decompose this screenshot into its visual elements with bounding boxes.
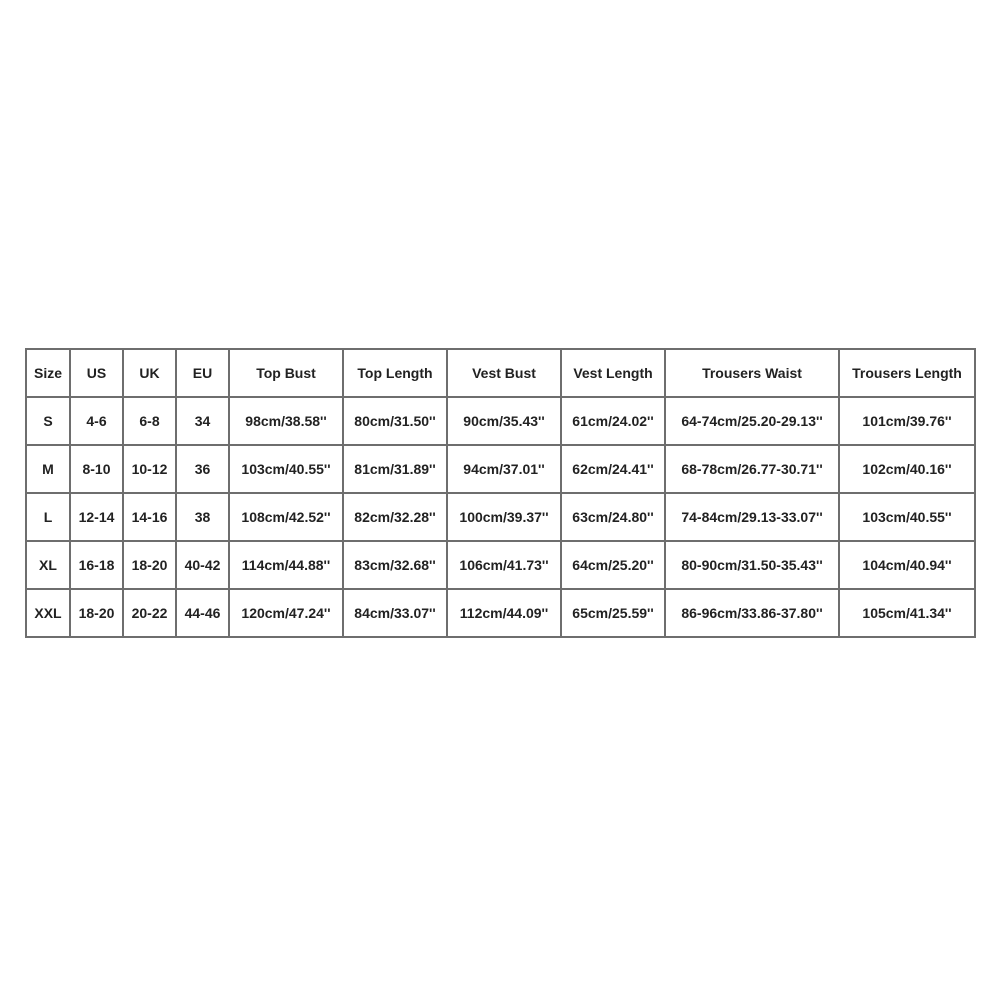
table-row: [26, 493, 975, 541]
table-row: [26, 589, 975, 637]
cell-us: 18-20: [70, 589, 123, 637]
cell-trousers-waist: 74-84cm/29.13-33.07'': [665, 493, 839, 541]
cell-top-length: 81cm/31.89'': [343, 445, 447, 493]
cell-us: 12-14: [70, 493, 123, 541]
header-vest-bust: Vest Bust: [447, 349, 561, 397]
cell-trousers-waist: 80-90cm/31.50-35.43'': [665, 541, 839, 589]
cell-top-length: 83cm/32.68'': [343, 541, 447, 589]
cell-top-bust: 114cm/44.88'': [229, 541, 343, 589]
cell-trousers-length: 103cm/40.55'': [839, 493, 975, 541]
table-row: [26, 445, 975, 493]
cell-eu: 34: [176, 397, 229, 445]
cell-vest-bust: 106cm/41.73'': [447, 541, 561, 589]
header-uk: UK: [123, 349, 176, 397]
cell-vest-bust: 100cm/39.37'': [447, 493, 561, 541]
cell-top-bust: 108cm/42.52'': [229, 493, 343, 541]
cell-uk: 10-12: [123, 445, 176, 493]
cell-us: 4-6: [70, 397, 123, 445]
table-row: [26, 541, 975, 589]
header-top-bust: Top Bust: [229, 349, 343, 397]
header-trousers-waist: Trousers Waist: [665, 349, 839, 397]
cell-trousers-waist: 86-96cm/33.86-37.80'': [665, 589, 839, 637]
cell-top-length: 82cm/32.28'': [343, 493, 447, 541]
cell-vest-length: 62cm/24.41'': [561, 445, 665, 493]
cell-top-bust: 98cm/38.58'': [229, 397, 343, 445]
cell-size: XXL: [26, 589, 70, 637]
cell-vest-bust: 94cm/37.01'': [447, 445, 561, 493]
cell-vest-length: 61cm/24.02'': [561, 397, 665, 445]
cell-top-length: 84cm/33.07'': [343, 589, 447, 637]
cell-us: 16-18: [70, 541, 123, 589]
cell-size: M: [26, 445, 70, 493]
cell-vest-bust: 90cm/35.43'': [447, 397, 561, 445]
cell-top-bust: 120cm/47.24'': [229, 589, 343, 637]
cell-eu: 38: [176, 493, 229, 541]
header-eu: EU: [176, 349, 229, 397]
header-top-length: Top Length: [343, 349, 447, 397]
cell-uk: 6-8: [123, 397, 176, 445]
cell-top-bust: 103cm/40.55'': [229, 445, 343, 493]
cell-trousers-length: 102cm/40.16'': [839, 445, 975, 493]
cell-us: 8-10: [70, 445, 123, 493]
cell-vest-bust: 112cm/44.09'': [447, 589, 561, 637]
header-vest-length: Vest Length: [561, 349, 665, 397]
header-trousers-length: Trousers Length: [839, 349, 975, 397]
table-header-row: [26, 349, 975, 397]
cell-size: XL: [26, 541, 70, 589]
cell-uk: 20-22: [123, 589, 176, 637]
cell-size: S: [26, 397, 70, 445]
cell-eu: 44-46: [176, 589, 229, 637]
cell-vest-length: 63cm/24.80'': [561, 493, 665, 541]
cell-uk: 14-16: [123, 493, 176, 541]
header-size: Size: [26, 349, 70, 397]
cell-eu: 40-42: [176, 541, 229, 589]
cell-trousers-length: 104cm/40.94'': [839, 541, 975, 589]
cell-vest-length: 65cm/25.59'': [561, 589, 665, 637]
cell-trousers-waist: 68-78cm/26.77-30.71'': [665, 445, 839, 493]
cell-trousers-length: 105cm/41.34'': [839, 589, 975, 637]
cell-size: L: [26, 493, 70, 541]
header-us: US: [70, 349, 123, 397]
cell-trousers-length: 101cm/39.76'': [839, 397, 975, 445]
cell-vest-length: 64cm/25.20'': [561, 541, 665, 589]
table-row: [26, 397, 975, 445]
cell-eu: 36: [176, 445, 229, 493]
cell-uk: 18-20: [123, 541, 176, 589]
cell-top-length: 80cm/31.50'': [343, 397, 447, 445]
size-chart-table: [25, 348, 976, 638]
cell-trousers-waist: 64-74cm/25.20-29.13'': [665, 397, 839, 445]
